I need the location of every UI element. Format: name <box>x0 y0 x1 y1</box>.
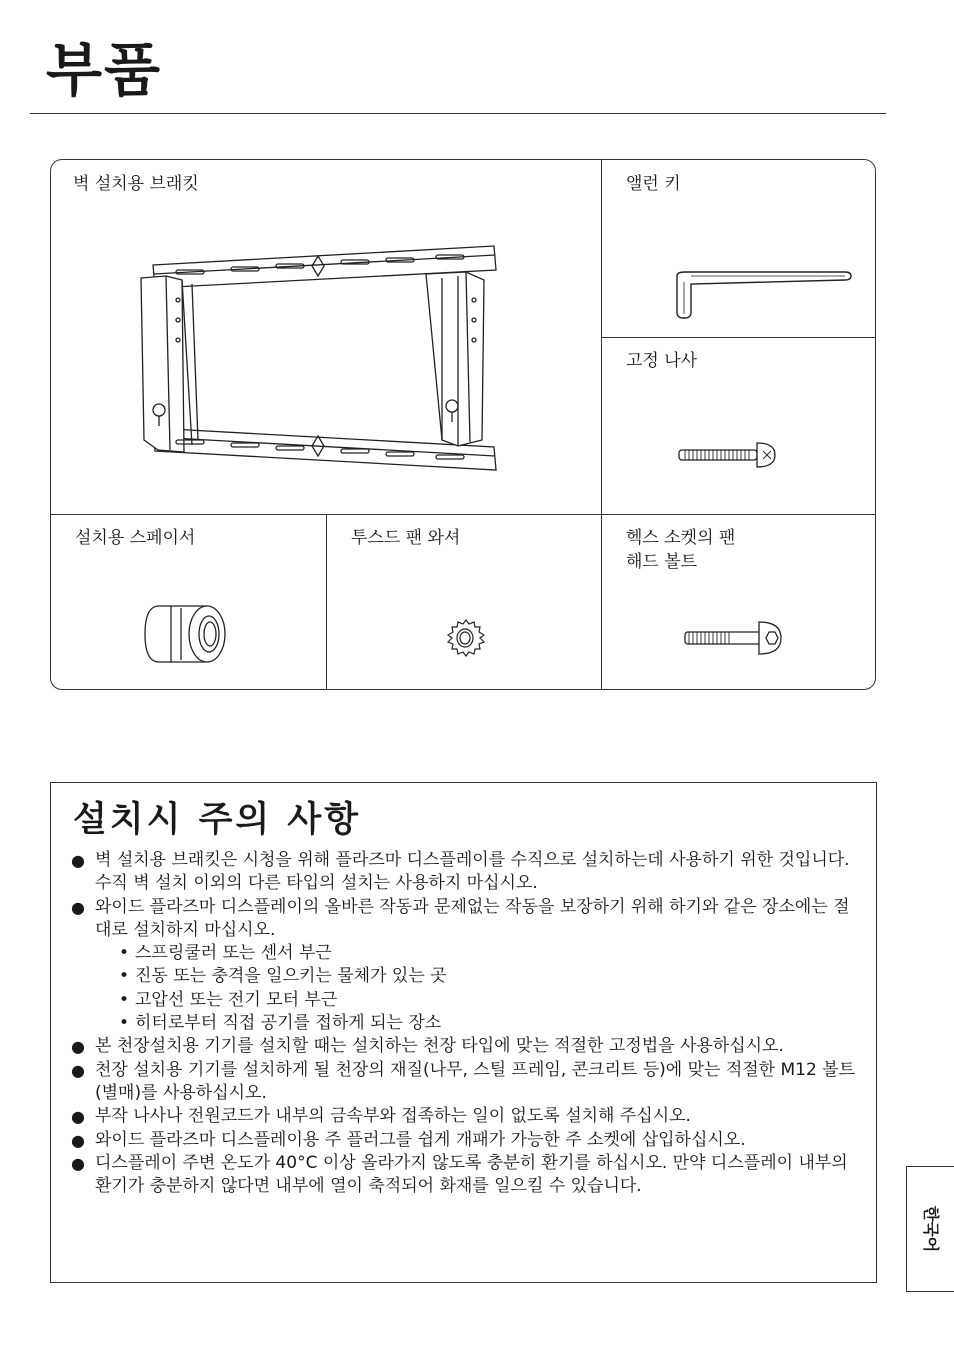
hex-socket-bolt-icon <box>683 618 787 658</box>
sub-list-item-text: 고압선 또는 전기 모터 부근 <box>135 989 338 1010</box>
list-item <box>71 896 861 943</box>
list-item <box>71 1059 861 1106</box>
toothed-washer-icon <box>446 618 486 658</box>
sub-list-item-text: 스프링쿨러 또는 센서 부근 <box>135 943 332 964</box>
bullet-icon: ● <box>71 897 85 917</box>
list-item-text: 부작 나사나 전원코드가 내부의 금속부와 접족하는 일이 없도록 설치해 주십시오. <box>95 1106 691 1127</box>
list-item <box>71 1035 861 1058</box>
spacer-icon <box>141 602 231 666</box>
sub-list-item-text: 진동 또는 충격을 일으키는 물체가 있는 곳 <box>135 966 447 987</box>
list-item-text: 디스플레이 주변 온도가 40°C 이상 올라가지 않도록 충분히 환기를 하십시오. 만약 디스플레이 내부의 환기가 충분하지 않다면 내부에 열이 축적되어 화재를 일으킬 수 있습니다. <box>95 1152 848 1197</box>
sub-bullet-icon: • <box>119 989 130 1010</box>
precautions-list <box>71 849 861 1198</box>
wall-bracket-icon <box>136 240 501 475</box>
part-cell-hex-bolt <box>601 514 876 690</box>
sub-list-item <box>71 965 861 988</box>
list-item <box>71 1129 861 1152</box>
part-cell-washer <box>326 514 601 690</box>
bullet-icon: ● <box>71 851 85 870</box>
list-item <box>71 1152 861 1199</box>
part-label-hex-bolt: 헥스 소켓의 팬 해드 볼트 <box>626 528 736 572</box>
list-item-text: 와이드 플라즈마 디스플레이의 올바른 작동과 문제없는 작동을 보장하기 위해 하기와 같은 장소에는 절대로 설치하지 마십시오. <box>95 896 850 940</box>
sub-bullet-icon: • <box>119 966 130 987</box>
fixing-screw-icon <box>677 437 781 473</box>
title-divider <box>30 113 886 114</box>
part-label-bracket: 벽 설치용 브래킷 <box>73 174 199 194</box>
part-cell-allen-key <box>601 160 876 337</box>
sub-list-item <box>71 1012 861 1035</box>
bullet-icon: ● <box>71 1107 85 1127</box>
bullet-icon: ● <box>71 1060 85 1080</box>
sub-bullet-icon: • <box>119 943 130 964</box>
sub-list-item <box>71 989 861 1012</box>
part-cell-bracket <box>51 160 601 514</box>
part-cell-spacer <box>51 514 326 690</box>
part-label-washer: 투스드 팬 와셔 <box>351 528 461 548</box>
bullet-icon: ● <box>71 1153 85 1173</box>
sub-list-item <box>71 942 861 965</box>
list-item-text: 천장 설치용 기기를 설치하게 될 천장의 재질(나무, 스틸 프레임, 콘크리트 등)에 맞는 적절한 M12 볼트(별매)를 사용하십시오. <box>95 1059 856 1103</box>
part-cell-fixing-screw <box>601 337 876 514</box>
language-tab <box>906 1166 954 1292</box>
part-label-fixing-screw: 고정 나사 <box>626 351 698 371</box>
sub-bullet-icon: • <box>119 1013 130 1034</box>
allen-key-icon <box>673 268 853 322</box>
language-tab-label: 한국어 <box>921 1205 940 1253</box>
bullet-icon: ● <box>71 1037 85 1057</box>
list-item-text: 본 천장설치용 기기를 설치할 때는 설치하는 천장 타입에 맞는 적절한 고정법을 사용하십시오. <box>95 1036 784 1057</box>
list-item-text: 와이드 플라즈마 디스플레이용 주 플러그를 쉽게 개패가 가능한 주 소켓에 삽입하십시오. <box>95 1129 746 1150</box>
part-label-allen-key: 앨런 키 <box>626 174 681 194</box>
list-item <box>71 849 861 896</box>
part-label-spacer: 설치용 스페이서 <box>75 528 196 548</box>
precautions-section <box>50 782 877 1283</box>
list-item-text: 벽 설치용 브래킷은 시청을 위해 플라즈마 디스플레이를 수직으로 설치하는데 사용하기 위한 것입니다. 수직 벽 설치 이외의 다른 타입의 설치는 사용하지 마십시오. <box>95 850 850 894</box>
precautions-title: 설치시 주의 사항 <box>73 800 362 840</box>
sub-list-item-text: 히터로부터 직접 공기를 접하게 되는 장소 <box>135 1013 442 1034</box>
list-item <box>71 1105 861 1128</box>
bullet-icon: ● <box>71 1130 85 1150</box>
parts-grid <box>50 159 876 690</box>
page-title: 부품 <box>46 36 163 104</box>
